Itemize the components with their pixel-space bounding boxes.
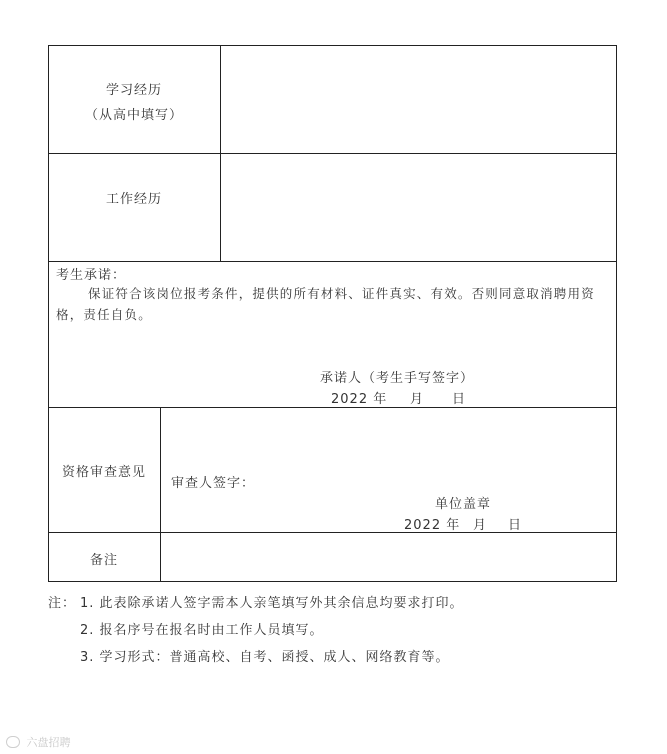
reviewer-signature-label: 审查人签字： [171,476,256,491]
remarks-input-area[interactable] [161,533,616,581]
pledge-date-month: 月 [410,392,425,407]
table-border-bottom [48,581,617,582]
review-date-day: 日 [508,518,523,533]
work-experience-input-area[interactable] [221,154,616,261]
watermark-text: 六盘招聘 [26,736,71,749]
remarks-label: 备注 [89,553,118,568]
table-border-right [616,45,617,582]
education-input-area[interactable] [221,46,616,153]
education-label [48,79,220,123]
table-border-left [48,45,49,582]
pledge-signer-label: 承诺人（考生手写签字） [320,371,475,386]
watermark [6,734,71,750]
row-divider-pledge-review [48,407,617,408]
review-date-month: 月 [473,518,488,533]
note-item-1: 1. 此表除承诺人签字需本人亲笔填写外其余信息均要求打印。 [80,596,464,611]
pledge-heading: 考生承诺： [56,268,127,283]
note-item-2: 2. 报名序号在报名时由工作人员填写。 [80,623,324,638]
education-label-line1: 学习经历 [105,83,162,98]
work-experience-label: 工作经历 [105,192,162,207]
qualification-review-label: 资格审查意见 [61,465,146,480]
pledge-date-year: 2022 年 [331,392,388,407]
pledge-date-day: 日 [452,392,467,407]
education-label-line2: （从高中填写） [84,108,183,123]
notes-prefix: 注： [48,596,77,611]
note-item-3: 3. 学习形式：普通高校、自考、函授、成人、网络教育等。 [80,650,450,665]
pledge-text-line2: 格，责任自负。 [56,307,152,322]
pledge-text-line1: 保证符合该岗位报考条件，提供的所有材料、证件真实、有效。否则同意取消聘用资 [88,286,595,301]
watermark-logo-icon [6,736,20,748]
unit-seal-label: 单位盖章 [435,497,492,512]
review-date-year: 2022 年 [404,518,461,533]
row-divider-work-pledge [48,261,617,262]
